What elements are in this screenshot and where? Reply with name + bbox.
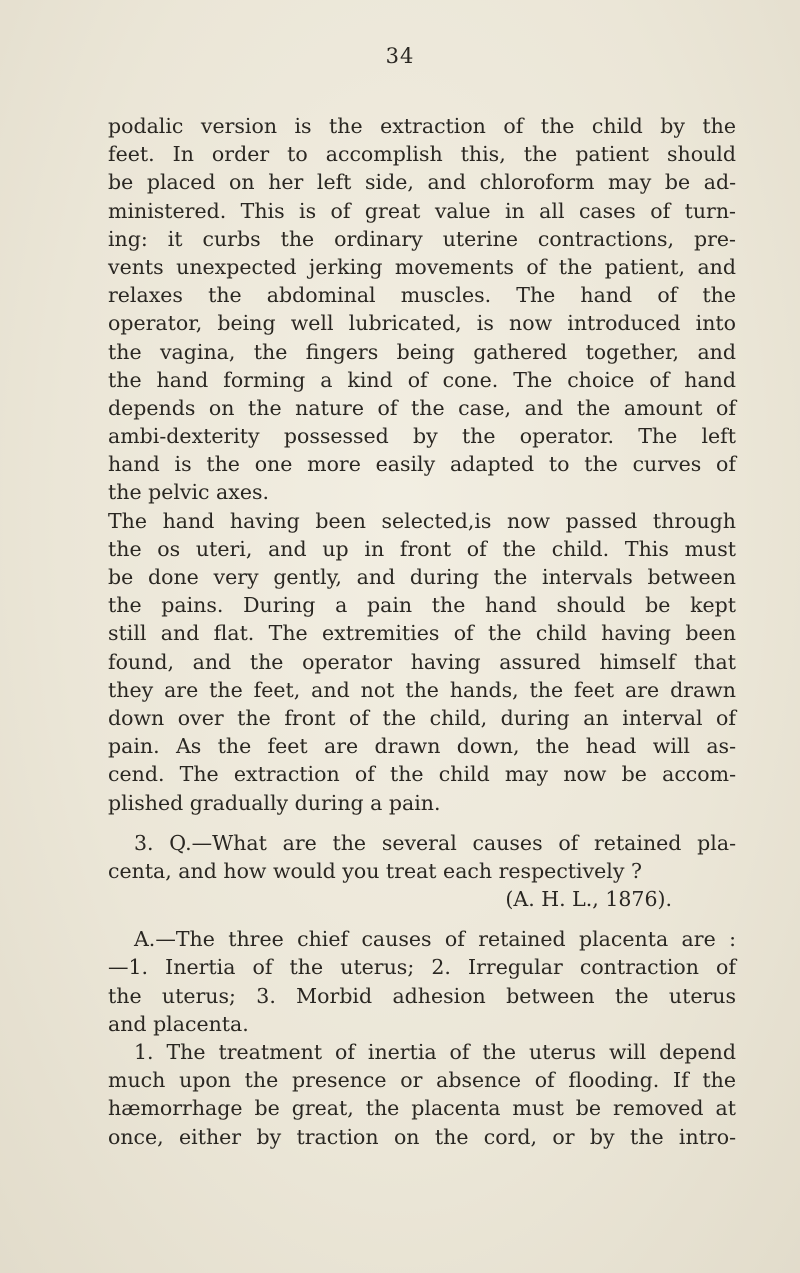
text-line: cend. The extraction of the child may now be accom-: [108, 762, 736, 787]
text-line: once, either by traction on the cord, or by the intro-: [108, 1124, 736, 1149]
text-line: pain. As the feet are drawn down, the head will as-: [108, 734, 736, 759]
answer: [108, 925, 736, 1038]
paragraph: [108, 1038, 736, 1151]
text-line: ing: it curbs the ordinary uterine contractions, pre-: [108, 226, 736, 251]
text-line: A.—The three chief causes of retained placenta are :: [134, 927, 736, 952]
text-line: the vagina, the fingers being gathered together, and: [108, 339, 736, 364]
text-line: the pelvic axes.: [108, 480, 269, 505]
text-line: hæmorrhage be great, the placenta must be removed at: [108, 1096, 736, 1121]
text-line: the os uteri, and up in front of the child. This must: [108, 536, 736, 561]
text-line: plished gradually during a pain.: [108, 790, 441, 815]
page-body: [108, 112, 736, 1151]
paragraph: [108, 507, 736, 817]
paragraph-gap: [108, 817, 736, 829]
text-line: the uterus; 3. Morbid adhesion between the uterus: [108, 983, 736, 1008]
text-line: centa, and how would you treat each respectively ?: [108, 858, 642, 883]
text-line: ambi-dexterity possessed by the operator. The left: [108, 424, 736, 449]
text-line: found, and the operator having assured himself that: [108, 649, 736, 674]
text-line: hand is the one more easily adapted to the curves of: [108, 452, 736, 477]
text-line: the pains. During a pain the hand should be kept: [108, 593, 736, 618]
text-line: much upon the presence or absence of flooding. If the: [108, 1068, 736, 1093]
text-line: 3. Q.—What are the several causes of retained pla-: [134, 830, 736, 855]
exam-reference: (A. H. L., 1876).: [505, 887, 672, 912]
text-line: operator, being well lubricated, is now introduced into: [108, 311, 736, 336]
text-line: podalic version is the extraction of the child by the: [108, 114, 736, 138]
text-line: 1. The treatment of inertia of the uterus will depend: [134, 1040, 736, 1064]
text-line: ministered. This is of great value in all cases of turn-: [108, 198, 736, 223]
question: [108, 829, 736, 914]
paragraph-gap: [108, 913, 736, 925]
text-line: still and flat. The extremities of the child having been: [108, 621, 736, 646]
text-line: vents unexpected jerking movements of the patient, and: [108, 254, 736, 279]
text-line: they are the feet, and not the hands, the feet are drawn: [108, 677, 736, 702]
page-number: 34: [385, 44, 415, 68]
text-line: be done very gently, and during the intervals between: [108, 565, 736, 589]
paragraph: [108, 112, 736, 507]
text-line: —1. Inertia of the uterus; 2. Irregular contraction of: [108, 955, 736, 980]
text-line: the hand forming a kind of cone. The choice of hand: [108, 367, 736, 392]
text-line: be placed on her left side, and chloroform may be ad-: [108, 170, 736, 195]
text-line: down over the front of the child, during an interval of: [108, 705, 736, 730]
text-line: relaxes the abdominal muscles. The hand of the: [108, 283, 736, 308]
text-line: feet. In order to accomplish this, the patient should: [108, 142, 736, 167]
text-line: depends on the nature of the case, and the amount of: [108, 395, 736, 420]
text-line: The hand having been selected,is now passed through: [108, 508, 736, 533]
text-line: and placenta.: [108, 1011, 249, 1036]
